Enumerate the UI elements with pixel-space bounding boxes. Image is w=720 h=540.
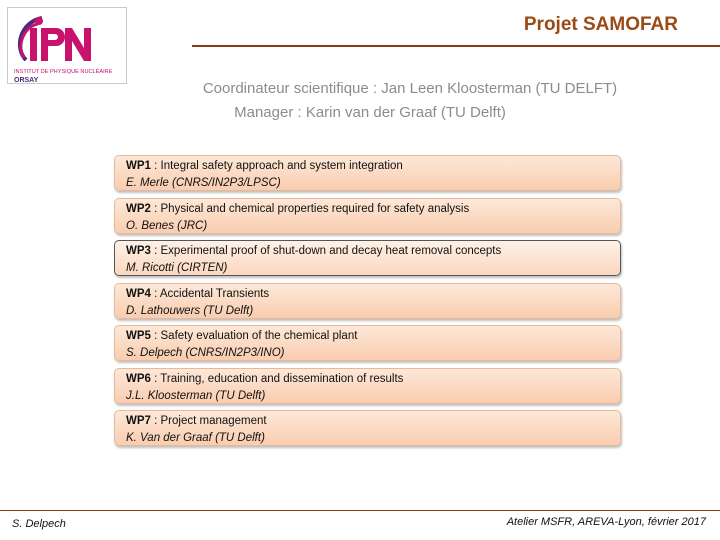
footer-divider xyxy=(0,510,720,511)
manager-line: Manager : Karin van der Graaf (TU Delft) xyxy=(234,104,506,121)
wp-title: : Training, education and dissemination of results xyxy=(150,372,404,385)
wp-lead: D. Lathouwers (TU Delft) xyxy=(126,304,254,317)
wp-lead: K. Van der Graaf (TU Delft) xyxy=(126,432,265,444)
wp-code: WP5 xyxy=(126,330,151,342)
wp-title: : Integral safety approach and system integration xyxy=(150,160,403,172)
wp-title: : Physical and chemical properties required for safety analysis xyxy=(150,202,470,215)
work-package-wp7 xyxy=(114,410,621,446)
ipn-logo xyxy=(7,7,127,84)
work-package-wp3 xyxy=(114,240,621,276)
logo-line2: ORSAY xyxy=(14,77,39,84)
page-title: Projet SAMOFAR xyxy=(523,14,678,35)
ipn-logo-graphic xyxy=(8,8,128,85)
wp-lead: E. Merle (CNRS/IN2P3/LPSC) xyxy=(126,177,281,189)
wp-code: WP2 xyxy=(126,202,151,215)
wp-title: : Experimental proof of shut-down and decay heat removal concepts xyxy=(150,245,502,257)
wp-code: WP7 xyxy=(126,415,151,427)
work-package-wp4 xyxy=(114,283,621,319)
wp-code: WP1 xyxy=(126,160,151,172)
work-package-wp5 xyxy=(114,325,621,361)
wp-title: : Accidental Transients xyxy=(150,287,270,300)
wp-lead: J.L. Kloosterman (TU Delft) xyxy=(126,389,266,402)
work-package-list xyxy=(114,155,621,453)
work-package-wp6 xyxy=(114,368,621,404)
footer-event: Atelier MSFR, AREVA-Lyon, février 2017 xyxy=(506,516,706,528)
wp-title: : Project management xyxy=(150,415,267,427)
wp-lead: O. Benes (JRC) xyxy=(126,219,208,232)
wp-lead: S. Delpech (CNRS/IN2P3/INO) xyxy=(126,347,285,359)
work-package-wp2 xyxy=(114,198,621,234)
logo-line1: INSTITUT DE PHYSIQUE NUCLÉAIRE xyxy=(14,69,113,75)
work-package-wp1 xyxy=(114,155,621,191)
wp-code: WP4 xyxy=(126,287,151,300)
wp-code: WP6 xyxy=(126,372,151,385)
coordinator-line: Coordinateur scientifique : Jan Leen Kloosterman (TU DELFT) xyxy=(202,80,618,97)
wp-title: : Safety evaluation of the chemical plant xyxy=(150,330,358,342)
footer-author: S. Delpech xyxy=(12,518,66,530)
wp-lead: M. Ricotti (CIRTEN) xyxy=(126,262,228,274)
title-divider xyxy=(192,45,720,47)
wp-code: WP3 xyxy=(126,245,151,257)
